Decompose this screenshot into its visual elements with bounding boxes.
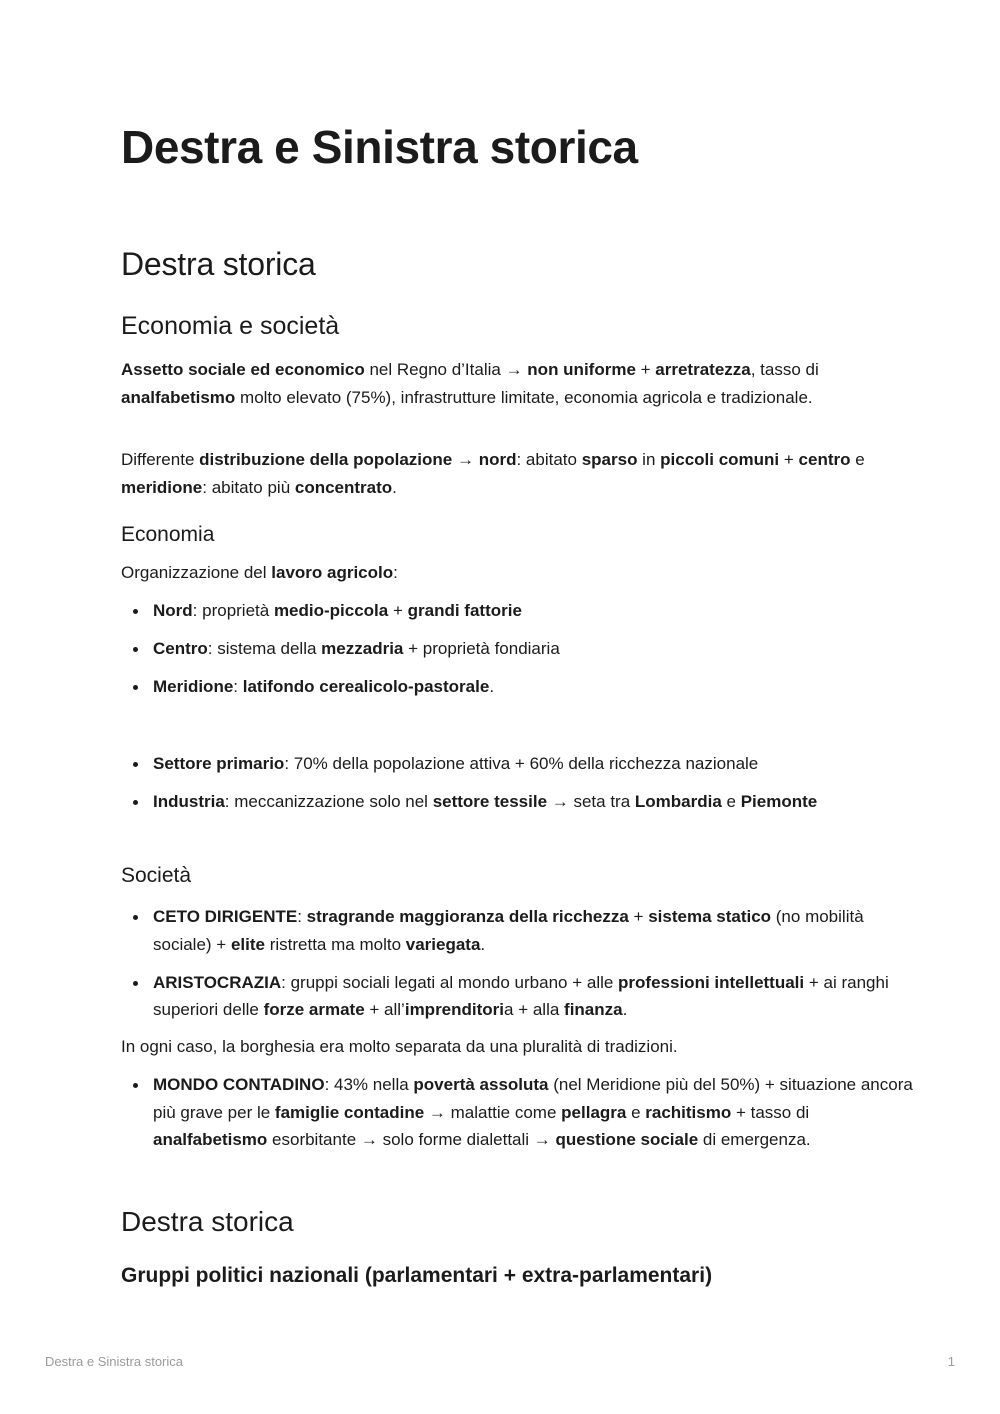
list-item: Nord: proprietà medio-piccola + grandi fattorie xyxy=(153,597,913,625)
list-item: CETO DIRIGENTE: stragrande maggioranza della ricchezza + sistema statico (no mobilità sociale) + elite ristretta ma molto variegata. xyxy=(153,903,913,958)
subsection-heading-economia-e-societa: Economia e società xyxy=(121,312,340,340)
paragraph-borghesia-note: In ogni caso, la borghesia era molto separata da una pluralità di tradizioni. xyxy=(121,1037,678,1056)
footer-document-title: Destra e Sinistra storica xyxy=(45,1354,183,1369)
list-item: Centro: sistema della mezzadria + proprietà fondiaria xyxy=(153,635,913,663)
paragraph-distribuzione-popolazione: Differente distribuzione della popolazione → nord: abitato sparso in piccoli comuni + centro e meridione: abitato più concentrato. xyxy=(121,450,865,497)
paragraph-organizzazione-lavoro: Organizzazione del lavoro agricolo: xyxy=(121,563,398,582)
list-lavoro-agricolo xyxy=(121,597,913,711)
list-item: Meridione: latifondo cerealicolo-pastorale. xyxy=(153,673,913,701)
list-item: Industria: meccanizzazione solo nel settore tessile → seta tra Lombardia e Piemonte xyxy=(153,788,913,816)
footer-page-number: 1 xyxy=(947,1354,955,1369)
list-ceti-sociali xyxy=(121,903,913,1034)
subsection-heading-economia: Economia xyxy=(121,523,215,546)
subsection-heading-gruppi-politici: Gruppi politici nazionali (parlamentari + extra-parlamentari) xyxy=(121,1264,713,1287)
list-settori-economici xyxy=(121,750,913,826)
section-heading-destra-storica-2: Destra storica xyxy=(121,1206,294,1237)
section-heading-destra-storica: Destra storica xyxy=(121,246,316,282)
list-item: MONDO CONTADINO: 43% nella povertà assoluta (nel Meridione più del 50%) + situazione ancora più grave per le famiglie contadine → malattie come pellagra e rachitismo + tasso di analfabetismo esorbitante → solo forme dialettali → questione sociale di emergenza. xyxy=(153,1071,913,1154)
list-item: Settore primario: 70% della popolazione attiva + 60% della ricchezza nazionale xyxy=(153,750,913,778)
subsection-heading-societa: Società xyxy=(121,864,192,887)
paragraph-assetto-sociale: Assetto sociale ed economico nel Regno d’Italia → non uniforme + arretratezza, tasso di analfabetismo molto elevato (75%), infrastrutture limitate, economia agricola e tradizionale. xyxy=(121,360,819,407)
list-mondo-contadino xyxy=(121,1071,913,1164)
document-title: Destra e Sinistra storica xyxy=(121,121,638,173)
list-item: ARISTOCRAZIA: gruppi sociali legati al mondo urbano + alle professioni intellettuali + ai ranghi superiori delle forze armate + all’imprenditoria + alla finanza. xyxy=(153,969,913,1024)
